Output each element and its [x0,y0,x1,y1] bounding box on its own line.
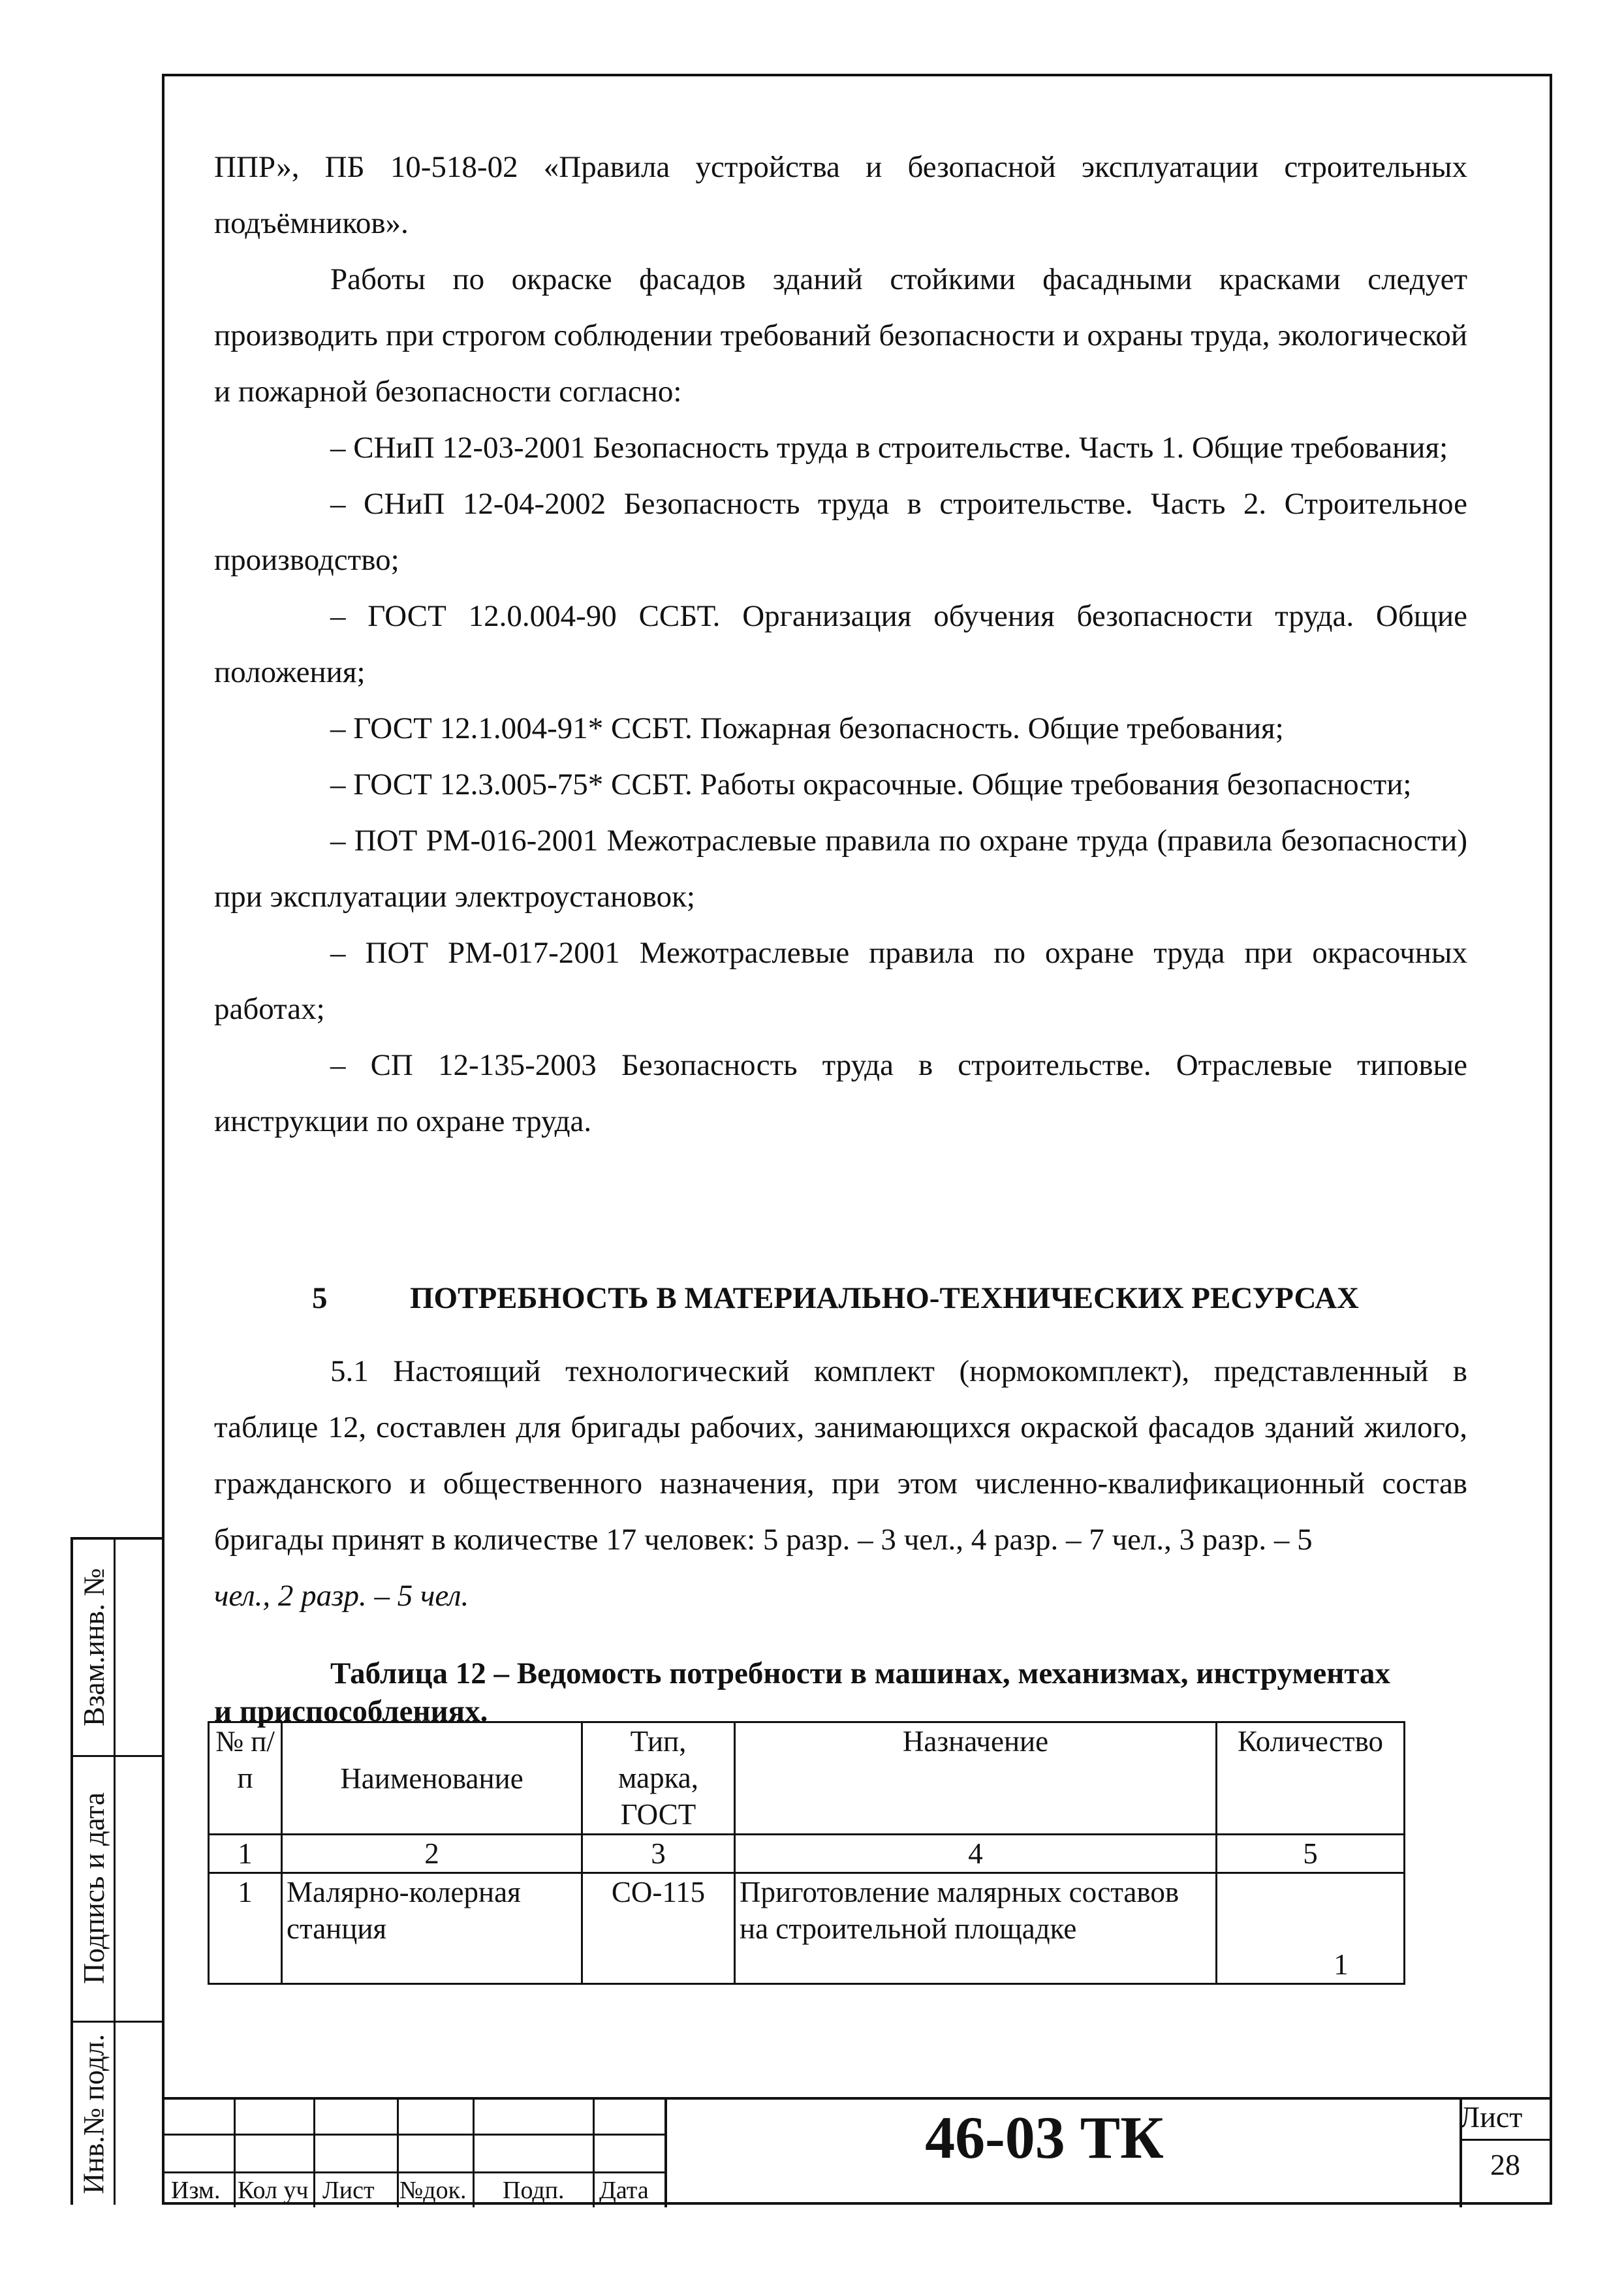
list-item: – ПОТ РМ-017-2001 Межотраслевые правила по охране труда при окрасочных работах; [214,936,1467,1026]
table-caption-line: Таблица 12 – Ведомость потребности в машинах, механизмах, инструментах [330,1656,1390,1690]
title-block-label: Кол уч [238,2177,309,2204]
table-header-cell: Наименование [282,1722,582,1835]
title-block-label: №док. [399,2177,467,2204]
table-cell: 1 [209,1873,282,1984]
side-stamp [70,1537,162,2205]
table-cell: 1 [209,1835,282,1873]
table-header-cell: Назначение [735,1722,1217,1835]
table-header-cell: Тип, марка, ГОСТ [582,1722,735,1835]
title-block-label: Дата [599,2177,649,2204]
requirements-table [208,1721,1405,1985]
stamp-label: Инв.№ подл. [78,2034,110,2194]
stamp-field [76,1540,112,1755]
section-text [214,1343,1467,1624]
paragraph: Работы по окраске фасадов зданий стойкими фасадными красками следует производить при строгом соблюдении требований безопасности и охраны труда, экологической и пожарной безопасности согласно: [214,262,1467,409]
list-item: – ГОСТ 12.3.005-75* ССБТ. Работы окрасочные. Общие требования безопасности; [330,768,1412,801]
body-text [214,139,1467,1149]
table-numbering-row [209,1835,1405,1873]
table-cell: 2 [282,1835,582,1873]
table-cell: 3 [582,1835,735,1873]
sheet-number: 28 [1490,2148,1520,2181]
document-code: 46-03 ТК [925,2104,1164,2171]
stamp-label: Подпись и дата [78,1792,111,1984]
section-title: ПОТРЕБНОСТЬ В МАТЕРИАЛЬНО-ТЕХНИЧЕСКИХ РЕСУРСАХ [410,1281,1359,1315]
stamp-divider [114,1540,116,2205]
sheet-label: Лист [1460,2100,1523,2134]
table-cell: Малярно-колерная станция [282,1873,582,1984]
stamp-field [76,1755,112,2021]
table-header-cell: № п/п [209,1722,282,1835]
list-item: – ПОТ РМ-016-2001 Межотраслевые правила по охране труда (правила безопасности) при эксплуатации электроустановок; [214,824,1467,914]
table-header-row [209,1722,1405,1835]
stamp-field [76,2021,112,2207]
paragraph: ППР», ПБ 10-518-02 «Правила устройства и безопасной эксплуатации строительных подъёмников». [214,150,1467,240]
table-cell: 1 [1217,1873,1405,1984]
list-item: – ГОСТ 12.0.004-90 ССБТ. Организация обучения безопасности труда. Общие положения; [214,599,1467,689]
stamp-label: Взам.инв. № [78,1568,110,1727]
list-item: – СП 12-135-2003 Безопасность труда в строительстве. Отраслевые типовые инструкции по охране труда. [214,1048,1467,1138]
table-cell: СО-115 [582,1873,735,1984]
list-item: – ГОСТ 12.1.004-91* ССБТ. Пожарная безопасность. Общие требования; [330,711,1284,745]
list-item: – СНиП 12-04-2002 Безопасность труда в строительстве. Часть 2. Строительное производство; [214,487,1467,577]
table-cell: Приготовление малярных составов на строительной площадке [735,1873,1217,1984]
paragraph: 5.1 Настоящий технологический комплект (нормокомплект), представленный в таблице 12, составлен для бригады рабочих, занимающихся окраской фасадов зданий жилого, гражданского и общественного назначения, при этом численно-квалификационный состав бригады принят в количестве 17 человек: 5 разр. – 3 чел., 4 разр. – 7 чел., 3 разр. – 5 [214,1354,1467,1557]
title-block-label: Изм. [171,2177,221,2204]
title-block-label: Лист [322,2177,375,2204]
table-header-cell: Количество [1217,1722,1405,1835]
section-number: 5 [312,1281,328,1315]
table-cell: 5 [1217,1835,1405,1873]
table-caption [214,1655,1467,1730]
paragraph-tail: чел., 2 разр. – 5 чел. [214,1579,469,1613]
table-cell: 4 [735,1835,1217,1873]
table-caption-line: и приспособлениях. [214,1694,488,1728]
table-row [209,1873,1405,1984]
section-heading [312,1281,1359,1316]
list-item: – СНиП 12-03-2001 Безопасность труда в строительстве. Часть 1. Общие требования; [330,431,1448,465]
title-block-label: Подп. [503,2177,565,2204]
